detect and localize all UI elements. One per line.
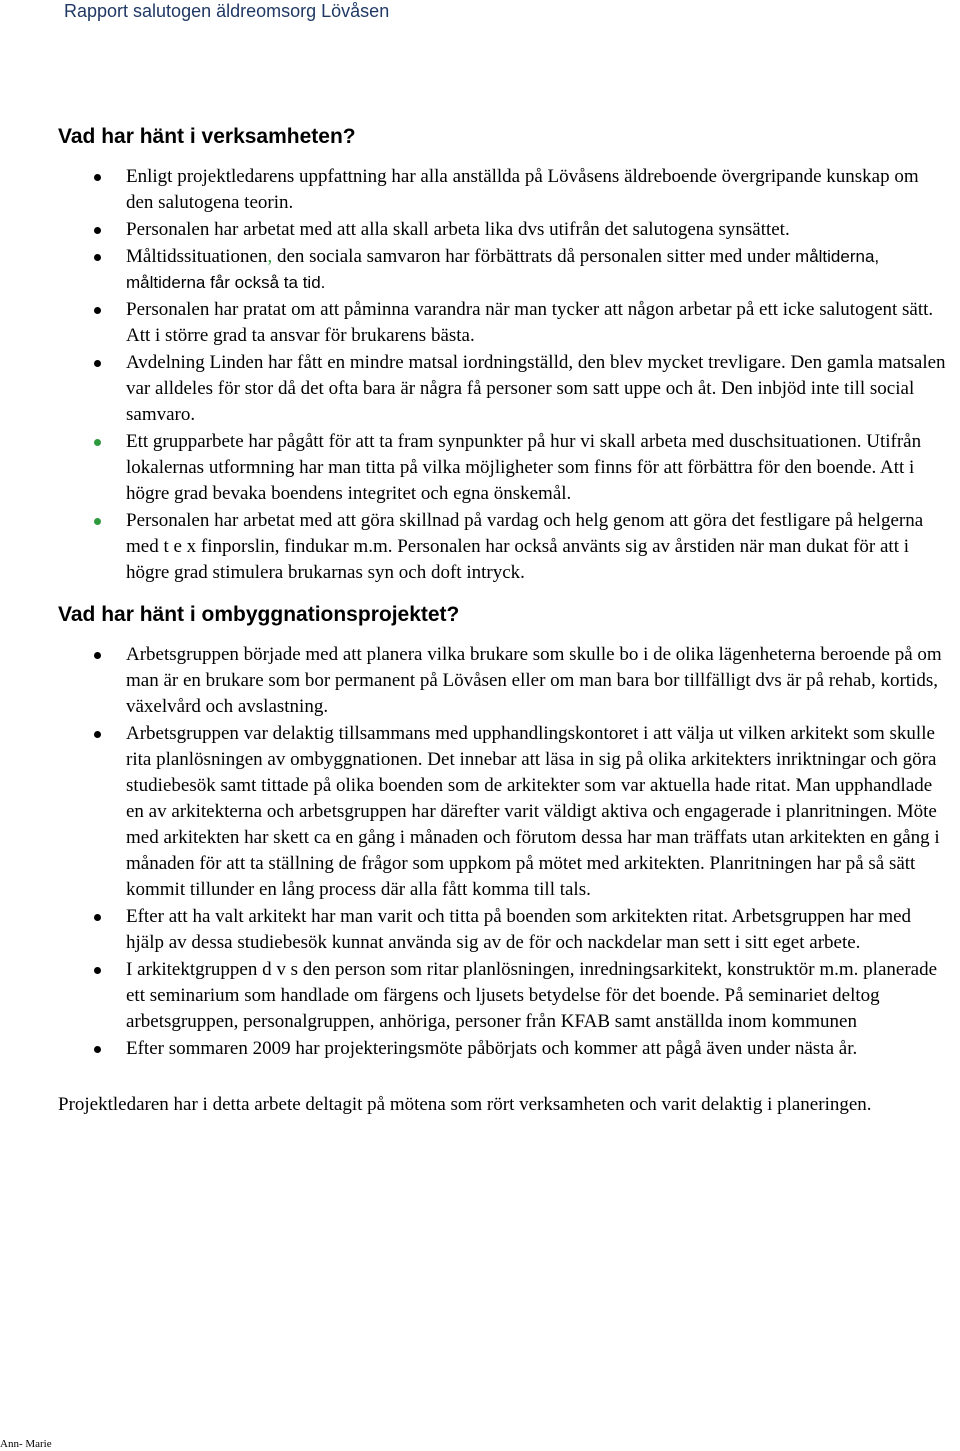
list-item: Ett grupparbete har pågått för att ta fram synpunkter på hur vi skall arbeta med duschsituationen. Utifrån lokalernas utformning har man titta på vilka möjligheter som finns för att förbättra för den boende. Att i högre grad bevaka boendens integritet och egna önskemål.	[58, 429, 948, 507]
section-heading-ombyggnation: Vad har hänt i ombyggnationsprojektet?	[58, 603, 460, 626]
list-item: Personalen har arbetat med att alla skall arbeta lika dvs utifrån det salutogena synsättet.	[58, 217, 948, 243]
footer-author: Ann- Marie	[0, 1438, 52, 1450]
bullet-icon	[94, 731, 101, 738]
section-heading-verksamheten: Vad har hänt i verksamheten?	[58, 125, 356, 148]
list-item: Måltidssituationen, den sociala samvaron har förbättrats då personalen sitter med under måltiderna, måltiderna får också ta tid.	[58, 244, 948, 296]
list-item: Personalen har pratat om att påminna varandra när man tycker att någon arbetar på ett icke salutogent sätt. Att i större grad ta ansvar för brukarens bästa.	[58, 297, 948, 349]
list-item: Arbetsgruppen var delaktig tillsammans med upphandlingskontoret i att välja ut vilken arkitekt som skulle rita planlösningen av ombyggnationen. Det innebar att läsa in sig på olika arkitekters inriktningar och göra studiebesök samt tittade på olika boenden som de arkitekter som var aktuella hade ritat. Man upphandlade en av arkitekterna och arbetsgruppen har därefter varit väldigt aktiva och engagerade i planritningen. Möte med arkitekten har skett ca en gång i månaden och förutom dessa har man träffats utan arkitekten en gång i månaden för att ta ställning de frågor som uppkom på mötet med arkitekten. Planritningen har på så sätt kommit tillunder en lång process där alla fått komma till tals.	[58, 721, 948, 903]
bullet-icon	[94, 174, 101, 181]
ombyggnation-list	[58, 642, 948, 1062]
bullet-icon	[94, 254, 101, 261]
bullet-icon	[94, 914, 101, 921]
bullet-icon	[94, 967, 101, 974]
bullet-icon	[94, 439, 101, 446]
list-item: Avdelning Linden har fått en mindre matsal iordningställd, den blev mycket trevligare. Den gamla matsalen var alldeles för stor då det ofta bara är några få personer som satt uppe och åt. Den inbjöd inte till social samvaro.	[58, 350, 948, 428]
bullet-icon	[94, 227, 101, 234]
list-item: I arkitektgruppen d v s den person som ritar planlösningen, inredningsarkitekt, konstruktör m.m. planerade ett seminarium som handlade om färgens och ljusets betydelse för det boende. På seminariet deltog arbetsgruppen, personalgruppen, anhöriga, personer från KFAB samt anställda inom kommunen	[58, 957, 948, 1035]
bullet-icon	[94, 518, 101, 525]
list-item: Efter att ha valt arkitekt har man varit och titta på boenden som arkitekten ritat. Arbetsgruppen har med hjälp av dessa studiebesök kunnat använda sig av de för och nackdelar man sett i sitt eget arbete.	[58, 904, 948, 956]
list-item: Personalen har arbetat med att göra skillnad på vardag och helg genom att göra det festligare på helgerna med t e x finporslin, findukar m.m. Personalen har också använts sig av årstiden när man dukat för att i högre grad stimulera brukarnas syn och doft intryck.	[58, 508, 948, 586]
bullet-icon	[94, 307, 101, 314]
list-item: Arbetsgruppen började med att planera vilka brukare som skulle bo i de olika lägenheterna beroende på om man är en brukare som bor permanent på Lövåsen eller om man bara bor tillfälligt dvs är på rehab, kortids, växelvård och avslastning.	[58, 642, 948, 720]
closing-paragraph: Projektledaren har i detta arbete deltagit på mötena som rört verksamheten och varit delaktig i planeringen.	[58, 1094, 872, 1115]
bullet-icon	[94, 360, 101, 367]
bullet-icon	[94, 652, 101, 659]
document-body	[58, 124, 948, 1137]
verksamheten-list	[58, 164, 948, 586]
running-header: Rapport salutogen äldreomsorg Lövåsen	[64, 1, 390, 21]
list-item: Enligt projektledarens uppfattning har alla anställda på Lövåsens äldreboende övergripande kunskap om den salutogena teorin.	[58, 164, 948, 216]
list-item: Efter sommaren 2009 har projekteringsmöte påbörjats och kommer att pågå även under nästa år.	[58, 1036, 948, 1062]
bullet-icon	[94, 1046, 101, 1053]
